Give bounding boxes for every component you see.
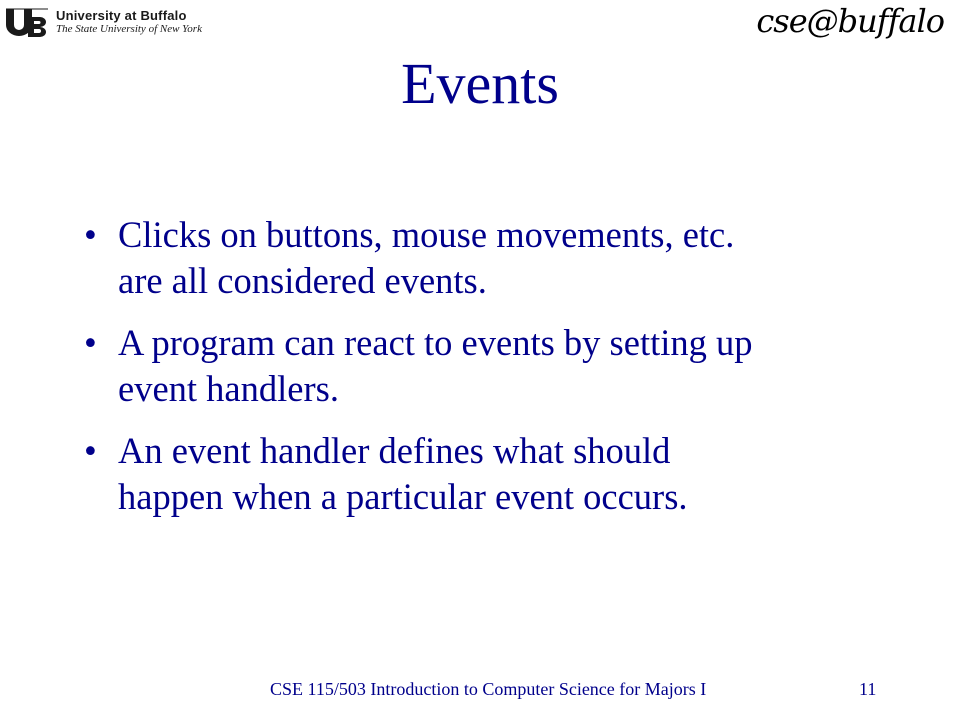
bullet-text-line: are all considered events. <box>118 260 487 301</box>
ub-logo-subtitle: The State University of New York <box>56 23 202 35</box>
bullet-icon: • <box>84 322 97 363</box>
bullet-item <box>80 320 900 412</box>
bullet-icon: • <box>84 430 97 471</box>
ub-monogram-icon <box>4 7 50 37</box>
bullet-text-line: An event handler defines what should <box>118 430 671 471</box>
ub-logo <box>4 4 202 40</box>
slide-title: Events <box>401 51 559 116</box>
bullet-text-line: A program can react to events by setting up <box>118 322 753 363</box>
bullet-text-line: event handlers. <box>118 368 339 409</box>
page-number: 11 <box>859 679 877 699</box>
bullet-icon: • <box>84 214 97 255</box>
cse-buffalo-logo: cse@buffalo <box>756 2 944 40</box>
footer-course-title: CSE 115/503 Introduction to Computer Science for Majors I <box>270 679 707 699</box>
bullet-list <box>80 212 900 536</box>
bullet-item <box>80 212 900 304</box>
bullet-text-line: Clicks on buttons, mouse movements, etc. <box>118 214 735 255</box>
bullet-text-line: happen when a particular event occurs. <box>118 476 688 517</box>
ub-logo-name: University at Buffalo <box>56 8 187 23</box>
bullet-item <box>80 428 900 520</box>
